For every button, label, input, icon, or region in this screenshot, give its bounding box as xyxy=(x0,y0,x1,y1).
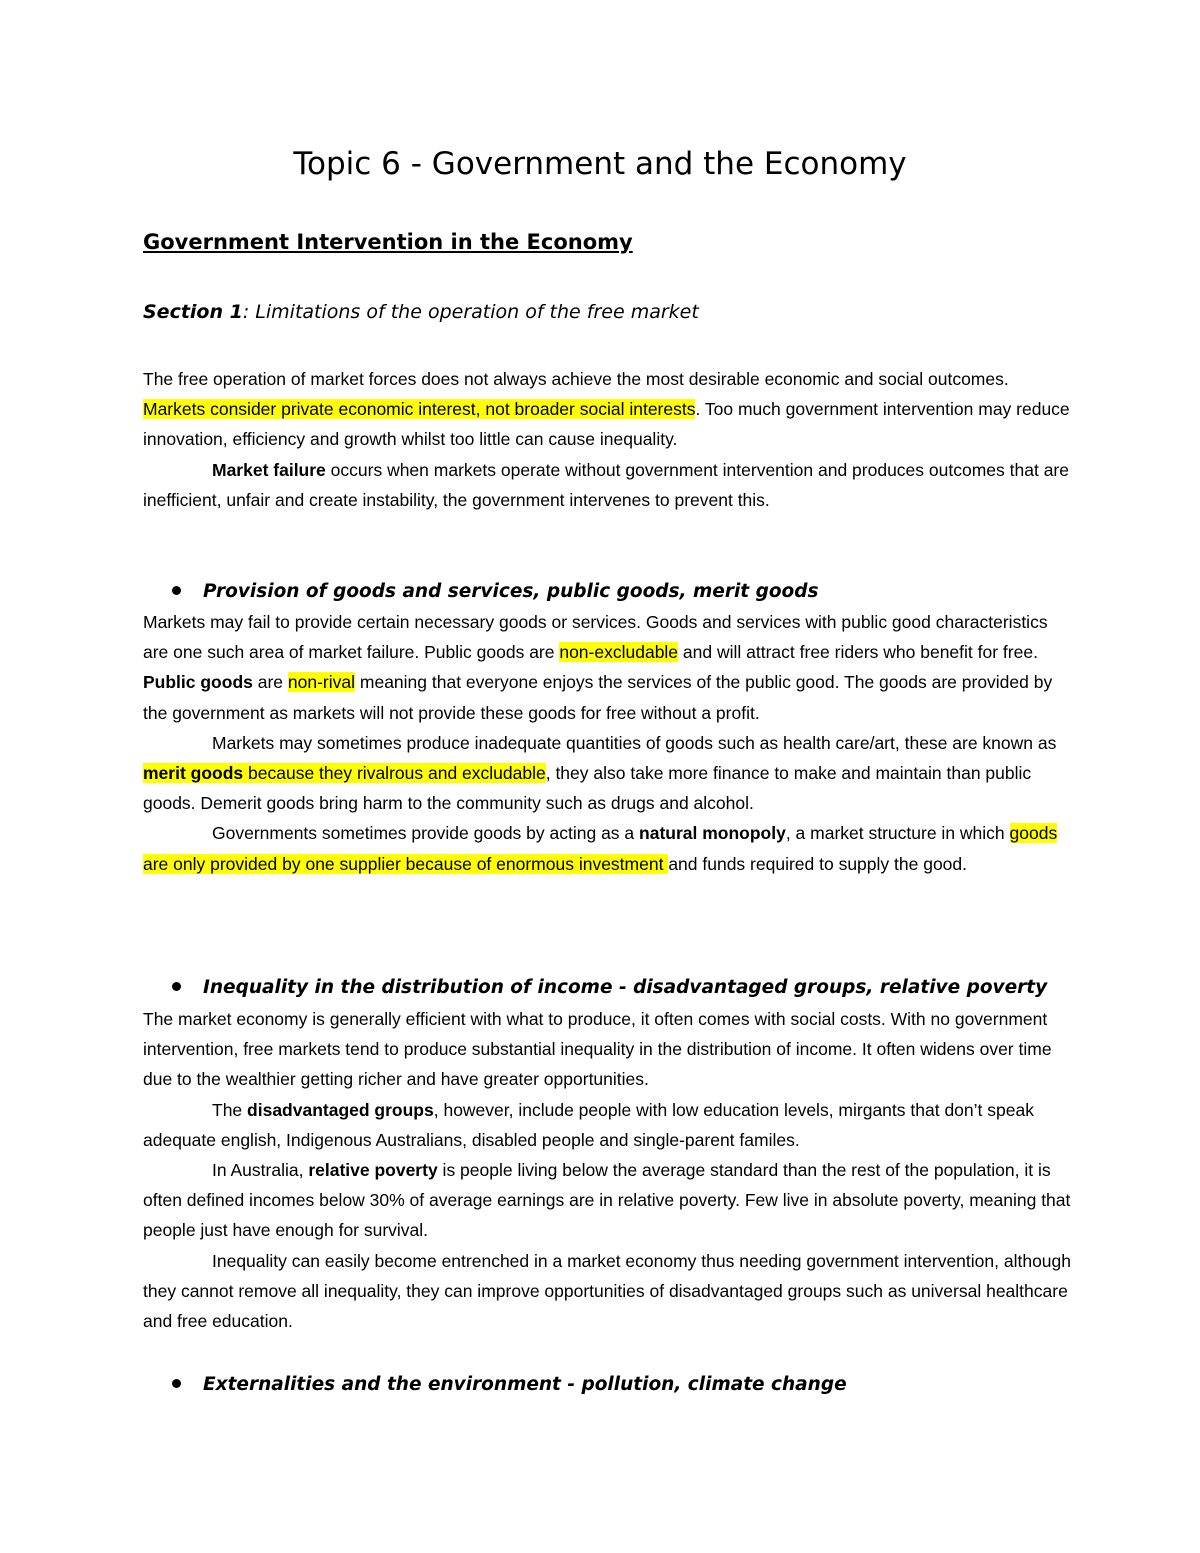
inequality-block xyxy=(143,1004,1073,1336)
inequality-paragraph-3 xyxy=(143,1155,1073,1246)
text-run: Governments sometimes provide goods by acting as a xyxy=(212,823,640,844)
text-run: The xyxy=(212,1099,248,1120)
goods-paragraph-2 xyxy=(143,728,1073,819)
highlighted-text: goods are only provided by one supplier because of enormous investment xyxy=(143,823,1058,874)
intro-block xyxy=(143,364,1073,515)
bullet-title: Externalities and the environment - pollution, climate change xyxy=(203,1374,847,1395)
highlighted-text: non-rival xyxy=(287,672,356,693)
section-label: Section 1 xyxy=(143,301,243,323)
goods-paragraph-1 xyxy=(143,607,1073,728)
bold-term: Market failure xyxy=(212,459,326,480)
highlighted-text: non-excludable xyxy=(559,642,679,663)
bullet-heading-inequality xyxy=(172,973,1072,1003)
text-run: occurs when markets operate without government intervention and produces outcomes that are inefficient, unfair and create instability, the government intervenes to prevent this. xyxy=(143,459,1069,510)
text-run: and funds required to supply the good. xyxy=(668,853,968,874)
text-run: are xyxy=(252,672,288,693)
text-run: meaning that everyone enjoys the services of the public good. The goods are provided by the government as markets will not provide these goods for free without a profit. xyxy=(143,672,1053,723)
bullet-icon xyxy=(172,982,181,991)
section-colon: : xyxy=(242,301,250,323)
text-run: The free operation of market forces does not always achieve the most desirable economic and social outcomes. xyxy=(143,369,1009,389)
inequality-paragraph-2 xyxy=(143,1095,1073,1155)
text-run: In Australia, xyxy=(212,1160,309,1181)
section-text: Limitations of the operation of the free market xyxy=(249,301,699,323)
bold-term: natural monopoly xyxy=(639,823,786,844)
bold-term: relative poverty xyxy=(308,1160,438,1181)
goods-block xyxy=(143,607,1073,879)
inequality-paragraph-1: The market economy is generally efficient with what to produce, it often comes with social costs. With no government intervention, free markets tend to produce substantial inequality in the distribution of income. It often widens over time due to the wealthier getting richer and have greater opportunities. xyxy=(143,1009,1052,1090)
highlighted-text: Markets consider private economic interest, not broader social interests xyxy=(143,399,696,420)
inequality-paragraph-4: Inequality can easily become entrenched in a market economy thus needing government intervention, although they cannot remove all inequality, they can improve opportunities of disadvantaged groups such as universal healthcare and free education. xyxy=(143,1250,1072,1332)
document-title: Topic 6 - Government and the Economy xyxy=(293,146,907,182)
bullet-icon xyxy=(172,1379,181,1388)
text-run: Markets may fail to provide certain necessary goods or services. Goods and services with public good characteristics are one such area of market failure. Public goods are xyxy=(143,612,1048,663)
goods-paragraph-3 xyxy=(143,818,1073,878)
bullet-icon xyxy=(172,586,181,595)
bullet-title: Inequality in the distribution of income - disadvantaged groups, relative poverty xyxy=(203,977,1048,998)
bold-term: Public goods xyxy=(143,672,253,693)
text-run: because they rivalrous and excludable xyxy=(243,763,546,784)
main-heading: Government Intervention in the Economy xyxy=(143,230,633,254)
bullet-heading-externalities xyxy=(172,1370,1072,1400)
highlighted-text xyxy=(143,763,546,783)
intro-paragraph-1 xyxy=(143,364,1073,455)
bullet-title: Provision of goods and services, public goods, merit goods xyxy=(203,581,819,602)
text-run: and will attract free riders who benefit for free. xyxy=(678,642,1038,663)
text-run: , they also take more finance to make and maintain than public goods. Demerit goods bring harm to the community such as drugs and alcohol. xyxy=(143,763,1032,814)
text-run: . Too much government intervention may reduce innovation, efficiency and growth whilst too little can cause inequality. xyxy=(143,399,1070,450)
intro-paragraph-2 xyxy=(143,455,1073,515)
text-run: is people living below the average standard than the rest of the population, it is often defined incomes below 30% of average earnings are in relative poverty. Few live in absolute poverty, meaning that people just have enough for survival. xyxy=(143,1160,1071,1241)
text-run: , a market structure in which xyxy=(785,823,1010,844)
bold-term: disadvantaged groups xyxy=(247,1099,434,1120)
section-heading xyxy=(143,296,699,328)
text-run: , however, include people with low education levels, mirgants that don’t speak adequate english, Indigenous Australians, disabled people and single-parent familes. xyxy=(143,1099,1034,1150)
bold-term: merit goods xyxy=(143,763,244,784)
bullet-heading-goods xyxy=(172,577,1072,607)
text-run: Markets may sometimes produce inadequate quantities of goods such as health care/art, these are known as xyxy=(212,732,1057,753)
